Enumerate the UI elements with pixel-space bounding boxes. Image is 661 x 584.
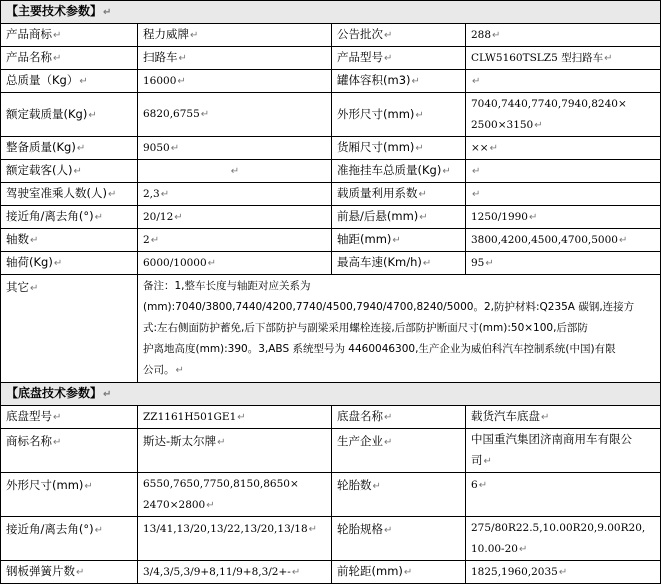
value-load-util: ↵ — [466, 183, 661, 206]
section-row-chassis — [1, 383, 661, 406]
label-tire-count: 轮胎数↵ — [332, 473, 466, 517]
value-axle-load: 6000/10000↵ — [138, 252, 332, 275]
label-total-mass: 总质量（Kg）↵ — [1, 70, 138, 93]
label-overhang: 前悬/后悬(mm)↵ — [332, 206, 466, 229]
table-row — [1, 252, 661, 275]
note-line-4: 护离地高度(mm):390。3,ABS 系统型号为 4460046300,生产企业为威伯科汽车控制系统(中国)有限 — [143, 343, 616, 355]
section-row-main — [1, 1, 661, 24]
value-tire-count: 6↵ — [466, 473, 661, 517]
table-row — [1, 47, 661, 70]
section-title-main: 【主要技术参数】↵ — [1, 1, 661, 24]
label-dimensions: 外形尺寸(mm)↵ — [332, 93, 466, 137]
value-rated-load: 6820,6755↵ — [138, 93, 332, 137]
label-cab-passengers: 驾驶室准乘人数(人)↵ — [1, 183, 138, 206]
value-product-name: 扫路车↵ — [138, 47, 332, 70]
label-announcement-batch: 公告批次↵ — [332, 24, 466, 47]
table-row — [1, 406, 661, 429]
value-tire-spec: 275/80R22.5,10.00R20,9.00R20, 10.00-20↵ — [466, 517, 661, 561]
value-leaf-springs: 3/4,3/5,3/9+8,11/9+8,3/2+-↵ — [138, 561, 332, 584]
label-other: 其它↵ — [1, 275, 138, 383]
value-chassis-name: 载货汽车底盘↵ — [466, 406, 661, 429]
label-wheelbase: 轴距(mm)↵ — [332, 229, 466, 252]
value-cargo-dims: ××↵ — [466, 137, 661, 160]
label-load-util: 载质量利用系数↵ — [332, 183, 466, 206]
value-trailer-mass: ↵ — [466, 160, 661, 183]
label-approach-angle: 接近角/离去角(°)↵ — [1, 206, 138, 229]
label-product-brand: 产品商标↵ — [1, 24, 138, 47]
table-row — [1, 229, 661, 252]
note-line-1: 备注：1,整车长度与轴距对应关系为 — [143, 280, 311, 292]
value-axles: 2↵ — [138, 229, 332, 252]
value-approach-angle: 20/12↵ — [138, 206, 332, 229]
label-chassis-model: 底盘型号↵ — [1, 406, 138, 429]
value-front-track: 1825,1960,2035↵ — [466, 561, 661, 584]
label-chassis-dimensions: 外形尺寸(mm)↵ — [1, 473, 138, 517]
label-manufacturer: 生产企业↵ — [332, 429, 466, 473]
label-curb-mass: 整备质量(Kg)↵ — [1, 137, 138, 160]
value-chassis-dimensions: 6550,7650,7750,8150,8650× 2470×2800↵ — [138, 473, 332, 517]
note-line-5: 公司。 — [143, 364, 175, 376]
value-product-brand: 程力威牌↵ — [138, 24, 332, 47]
table-row — [1, 24, 661, 47]
table-row — [1, 137, 661, 160]
label-tank-volume: 罐体容积(m3)↵ — [332, 70, 466, 93]
value-max-speed: 95↵ — [466, 252, 661, 275]
note-line-3: 式:左右侧面防护蓄免,后下部防护与副梁采用螺栓连接,后部防护断面尺寸(mm):50×100,后部防 — [143, 322, 588, 334]
value-manufacturer: 中国重汽集团济南商用车有限公 司↵ — [466, 429, 661, 473]
table-row — [1, 206, 661, 229]
value-wheelbase: 3800,4200,4500,4700,5000↵ — [466, 229, 661, 252]
label-product-model: 产品型号↵ — [332, 47, 466, 70]
label-tire-spec: 轮胎规格↵ — [332, 517, 466, 561]
label-trailer-mass: 准拖挂车总质量(Kg)↵ — [332, 160, 466, 183]
value-product-model: CLW5160TSLZ5 型扫路车↵ — [466, 47, 661, 70]
table-row — [1, 561, 661, 584]
label-rated-load: 额定载质量(Kg)↵ — [1, 93, 138, 137]
label-chassis-approach-angle: 接近角/离去角(°)↵ — [1, 517, 138, 561]
note-line-2: (mm):7040/3800,7440/4200,7740/4500,7940/4700,8240/5000。2,防护材料:Q235A 碳钢,连接方 — [143, 301, 635, 313]
table-row — [1, 93, 661, 137]
value-rated-passengers: ↵ — [138, 160, 332, 183]
table-row — [1, 160, 661, 183]
label-front-track: 前轮距(mm)↵ — [332, 561, 466, 584]
value-cab-passengers: 2,3↵ — [138, 183, 332, 206]
value-chassis-brand: 斯达-斯太尔牌↵ — [138, 429, 332, 473]
label-product-name: 产品名称↵ — [1, 47, 138, 70]
value-tank-volume: ↵ — [466, 70, 661, 93]
label-leaf-springs: 钢板弹簧片数↵ — [1, 561, 138, 584]
value-chassis-model: ZZ1161H501GE1↵ — [138, 406, 332, 429]
label-axles: 轴数↵ — [1, 229, 138, 252]
label-chassis-brand: 商标名称↵ — [1, 429, 138, 473]
value-dimensions: 7040,7440,7740,7940,8240× 2500×3150↵ — [466, 93, 661, 137]
label-max-speed: 最高车速(Km/h)↵ — [332, 252, 466, 275]
value-chassis-approach-angle: 13/41,13/20,13/22,13/20,13/18↵ — [138, 517, 332, 561]
table-row — [1, 429, 661, 473]
table-row — [1, 275, 661, 383]
label-axle-load: 轴荷(Kg)↵ — [1, 252, 138, 275]
table-row — [1, 183, 661, 206]
label-chassis-name: 底盘名称↵ — [332, 406, 466, 429]
table-row — [1, 473, 661, 517]
label-cargo-dims: 货厢尺寸(mm)↵ — [332, 137, 466, 160]
value-other-notes: 备注：1,整车长度与轴距对应关系为 (mm):7040/3800,7440/4200,7740/4500,7940/4700,8240/5000。2,防护材料:Q235A 碳钢,连接方 式:左右侧面防护蓄免,后下部防护与副梁采用螺栓连接,后部防护断面尺寸(mm):50×100,后部防 护离地高度(mm):390。3,ABS 系统型号为 4460046300,生产企业为威伯科汽车控制系统(中国)有限 公司。↵ — [138, 275, 661, 383]
value-curb-mass: 9050↵ — [138, 137, 332, 160]
value-total-mass: 16000↵ — [138, 70, 332, 93]
section-title-chassis: 【底盘技术参数】↵ — [1, 383, 661, 406]
value-overhang: 1250/1990↵ — [466, 206, 661, 229]
value-announcement-batch: 288↵ — [466, 24, 661, 47]
label-rated-passengers: 额定载客(人)↵ — [1, 160, 138, 183]
table-row — [1, 517, 661, 561]
table-row — [1, 70, 661, 93]
